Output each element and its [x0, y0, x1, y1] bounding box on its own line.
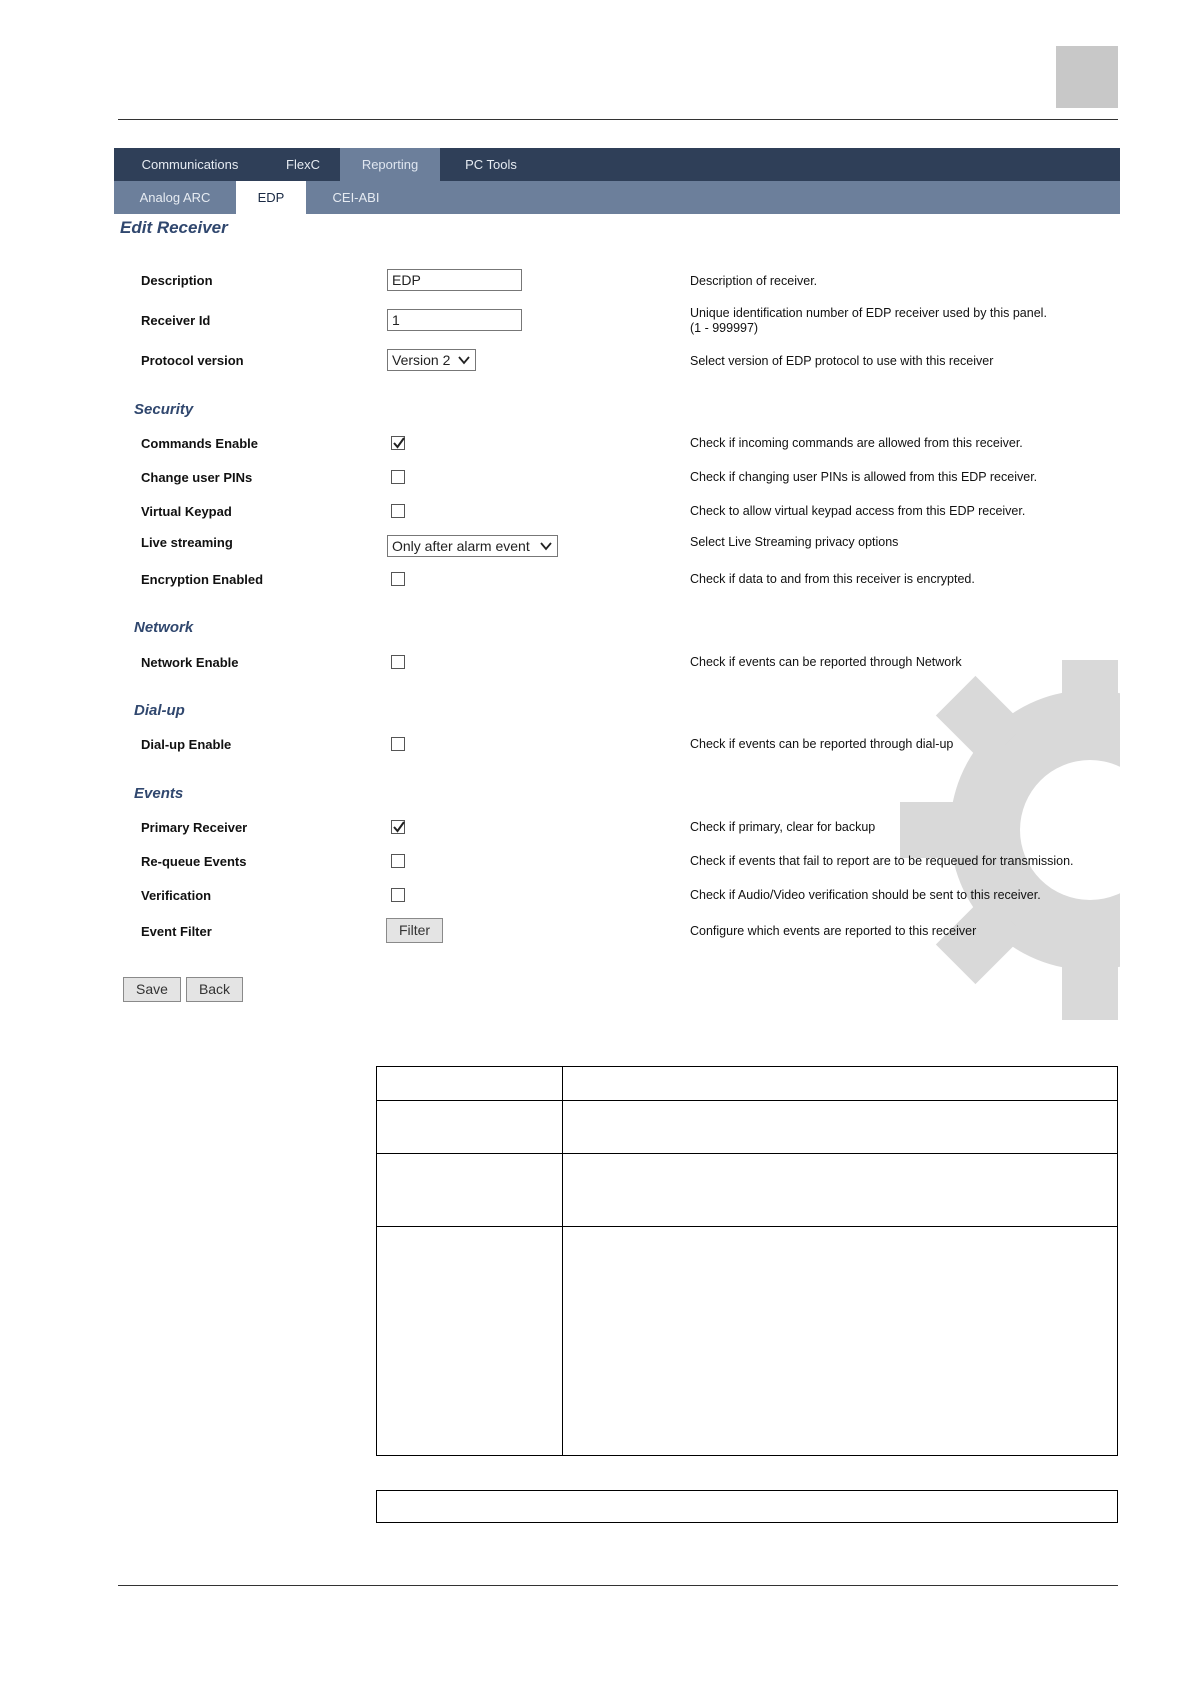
network-enable-help: Check if events can be reported through Network: [690, 655, 962, 669]
primary-receiver-help: Check if primary, clear for backup: [690, 820, 876, 834]
description-input[interactable]: [387, 269, 522, 291]
main-nav: [114, 148, 1120, 181]
back-button[interactable]: Back: [186, 977, 243, 1002]
corner-marker: [1056, 46, 1118, 108]
header-rule: [118, 119, 1118, 120]
change-user-pins-label: Change user PINs: [141, 470, 253, 485]
tab-analog-arc[interactable]: Analog ARC: [139, 190, 211, 205]
page-title: Edit Receiver: [120, 218, 228, 237]
protocol-version-label: Protocol version: [141, 353, 244, 368]
tab-communications[interactable]: Communications: [141, 157, 239, 172]
commands-enable-help: Check if incoming commands are allowed from this receiver.: [690, 436, 1023, 450]
table-row: [377, 1100, 1117, 1101]
virtual-keypad-help: Check to allow virtual keypad access from this EDP receiver.: [690, 504, 1026, 518]
receiver-id-label: Receiver Id: [141, 313, 211, 328]
change-user-pins-checkbox[interactable]: [391, 470, 405, 484]
network-enable-label: Network Enable: [141, 655, 239, 670]
sub-nav: [114, 181, 1120, 214]
filter-button[interactable]: Filter: [386, 918, 443, 943]
verification-help: Check if Audio/Video verification should be sent to this receiver.: [690, 888, 1041, 902]
verification-checkbox[interactable]: [391, 888, 405, 902]
security-heading: Security: [134, 401, 194, 418]
table-row: [377, 1153, 1117, 1154]
live-streaming-select[interactable]: [387, 535, 558, 557]
table-column-divider: [562, 1067, 563, 1455]
requeue-events-checkbox[interactable]: [391, 854, 405, 868]
commands-enable-label: Commands Enable: [141, 436, 259, 451]
description-help: Description of receiver.: [690, 274, 818, 288]
change-user-pins-help: Check if changing user PINs is allowed from this EDP receiver.: [690, 470, 1038, 484]
check-icon: [392, 820, 406, 834]
save-button[interactable]: Save: [123, 977, 181, 1002]
verification-label: Verification: [141, 888, 212, 903]
receiver-id-input[interactable]: [387, 309, 522, 331]
table-row: [377, 1226, 1117, 1227]
description-label: Description: [141, 273, 213, 288]
tab-pc-tools[interactable]: PC Tools: [465, 157, 517, 172]
event-filter-label: Event Filter: [141, 924, 212, 939]
encryption-enabled-help: Check if data to and from this receiver is encrypted.: [690, 572, 975, 586]
commands-enable-checkbox[interactable]: [391, 436, 405, 450]
encryption-enabled-label: Encryption Enabled: [141, 572, 264, 587]
events-heading: Events: [134, 785, 184, 802]
virtual-keypad-checkbox[interactable]: [391, 504, 405, 518]
protocol-version-select[interactable]: [387, 349, 476, 371]
live-streaming-help: Select Live Streaming privacy options: [690, 535, 899, 549]
live-streaming-label: Live streaming: [141, 535, 233, 550]
network-enable-checkbox[interactable]: [391, 655, 405, 669]
dialup-enable-checkbox[interactable]: [391, 737, 405, 751]
dialup-enable-help: Check if events can be reported through dial-up: [690, 737, 954, 751]
event-filter-help: Configure which events are reported to this receiver: [690, 924, 977, 938]
dialup-heading: Dial-up: [134, 702, 185, 719]
tab-cei-abi[interactable]: CEI-ABI: [332, 190, 380, 205]
parameter-table: [376, 1066, 1118, 1456]
footer-rule: [118, 1585, 1118, 1586]
primary-receiver-label: Primary Receiver: [141, 820, 248, 835]
network-heading: Network: [134, 619, 194, 636]
live-streaming-value: Only after alarm event: [392, 538, 530, 554]
primary-receiver-checkbox[interactable]: [391, 820, 405, 834]
requeue-events-help: Check if events that fail to report are to be requeued for transmission.: [690, 854, 1074, 868]
encryption-enabled-checkbox[interactable]: [391, 572, 405, 586]
chevron-down-icon: [540, 540, 552, 552]
requeue-events-label: Re-queue Events: [141, 854, 247, 869]
tab-reporting[interactable]: Reporting: [340, 148, 440, 181]
dialup-enable-label: Dial-up Enable: [141, 737, 232, 752]
tab-flexc[interactable]: FlexC: [286, 157, 320, 172]
chevron-down-icon: [458, 354, 470, 366]
receiver-id-help-line2: (1 - 999997): [690, 321, 759, 335]
gear-watermark-icon: [860, 660, 1120, 1020]
check-icon: [392, 436, 406, 450]
receiver-id-help-line1: Unique identification number of EDP receiver used by this panel.: [690, 306, 1047, 320]
tab-edp[interactable]: EDP: [236, 181, 306, 214]
virtual-keypad-label: Virtual Keypad: [141, 504, 232, 519]
note-box: [376, 1490, 1118, 1523]
protocol-version-help: Select version of EDP protocol to use with this receiver: [690, 354, 994, 368]
receiver-id-help: [690, 306, 1047, 336]
protocol-version-value: Version 2: [392, 352, 451, 368]
